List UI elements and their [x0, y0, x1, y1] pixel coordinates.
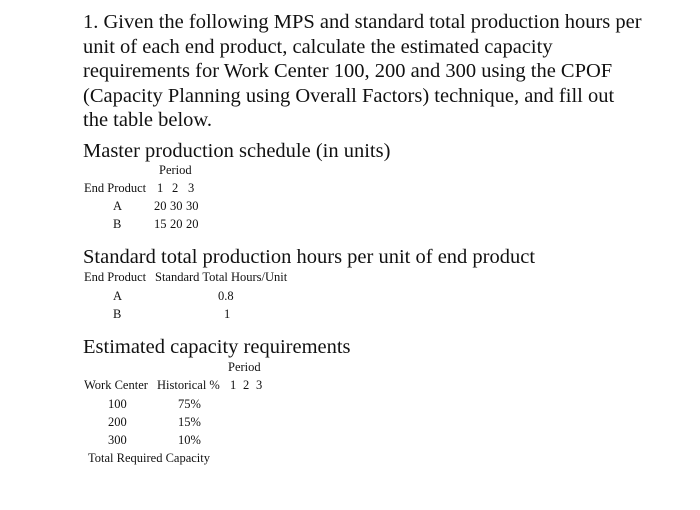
mps-row-b-p3: 20 [186, 217, 199, 231]
capacity-row-300-pct: 10% [178, 433, 201, 447]
mps-row-b-p2: 20 [170, 217, 183, 231]
capacity-row-100-pct: 75% [178, 397, 201, 411]
capacity-period-2: 2 [243, 378, 250, 392]
capacity-wc-header: Work Center [84, 378, 148, 392]
std-hours-row-a-hours: 0.8 [218, 289, 234, 303]
std-hours-hours-header: Standard Total Hours/Unit [155, 270, 288, 284]
mps-title: Master production schedule (in units) [83, 140, 391, 162]
std-hours-title: Standard total production hours per unit of end product [83, 246, 536, 268]
question-text: 1. Given the following MPS and standard total production hours per unit of each end product, calculate the estimated capacity requirements for Work Center 100, 200 and 300 using the CPOF (Capacity Planning using Overall Factors) technique, and fill out the table below. [83, 11, 642, 131]
capacity-period-1: 1 [230, 378, 237, 392]
mps-period-1: 1 [157, 181, 164, 195]
mps-product-header: End Product [84, 181, 147, 195]
mps-row-a-p3: 30 [186, 199, 199, 213]
std-hours-row-b-hours: 1 [224, 307, 231, 321]
capacity-row-300-wc: 300 [108, 433, 127, 447]
mps-row-a-p2: 30 [170, 199, 183, 213]
mps-row-b-p1: 15 [154, 217, 167, 231]
capacity-period-label: Period [228, 360, 261, 374]
mps-period-label: Period [159, 163, 192, 177]
mps-period-2: 2 [172, 181, 179, 195]
capacity-hist-header: Historical % [157, 378, 220, 392]
capacity-row-100-wc: 100 [108, 397, 127, 411]
mps-row-b-product: B [113, 217, 122, 231]
std-hours-row-a-product: A [113, 289, 123, 303]
std-hours-row-b-product: B [113, 307, 122, 321]
capacity-row-200-wc: 200 [108, 415, 127, 429]
capacity-total-label: Total Required Capacity [88, 451, 211, 465]
capacity-period-3: 3 [256, 378, 263, 392]
mps-period-3: 3 [188, 181, 195, 195]
capacity-row-200-pct: 15% [178, 415, 201, 429]
capacity-title: Estimated capacity requirements [83, 336, 351, 358]
mps-row-a-product: A [113, 199, 123, 213]
std-hours-product-header: End Product [84, 270, 147, 284]
mps-row-a-p1: 20 [154, 199, 167, 213]
